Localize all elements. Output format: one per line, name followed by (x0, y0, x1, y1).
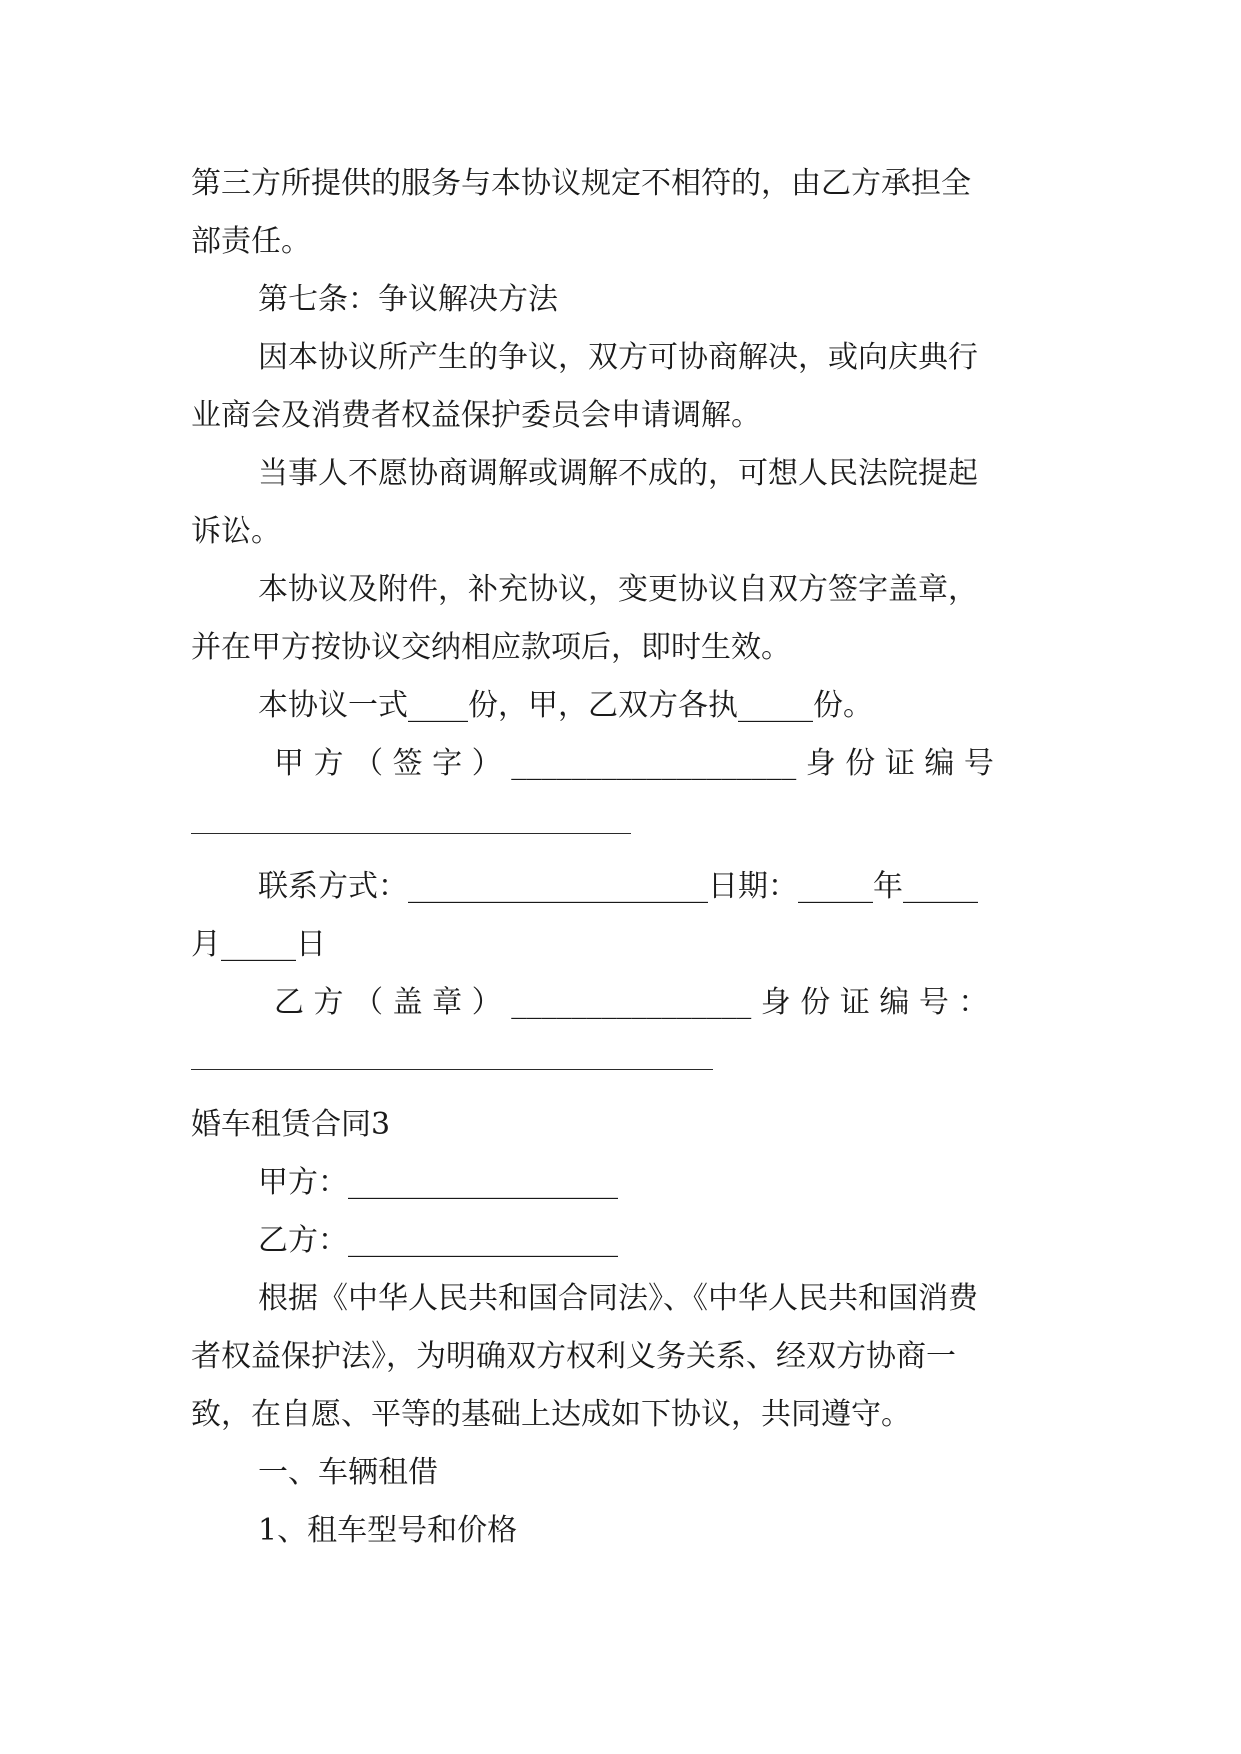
section-heading: 第七条：争议解决方法 (258, 282, 558, 317)
id-number-blank-b (191, 1069, 713, 1070)
paragraph-line: 本协议及附件，补充协议，变更协议自双方签字盖章， (258, 572, 978, 607)
paragraph-line: 致，在自愿、平等的基础上达成如下协议，共同遵守。 (191, 1397, 911, 1432)
subsection-heading: 1、租车型号和价格 (258, 1513, 518, 1548)
contract-title: 婚车租赁合同3 (191, 1107, 391, 1142)
paragraph-line: 当事人不愿协商调解或调解不成的，可想人民法院提起 (258, 456, 978, 491)
party-a-signature-line: 甲 方 （ 签 字 ） ___________________ 身 份 证 编 号 (274, 746, 994, 781)
paragraph-line: 第三方所提供的服务与本协议规定不相符的，由乙方承担全 (191, 166, 971, 201)
id-number-blank-a (191, 833, 631, 834)
paragraph-line: 并在甲方按协议交纳相应款项后，即时生效。 (191, 630, 791, 665)
copies-line: 本协议一式____份，甲，乙双方各执_____份。 (258, 688, 873, 723)
paragraph-line: 者权益保护法》，为明确双方权利义务关系、经双方协商一 (191, 1339, 956, 1374)
contact-date-line: 联系方式：____________________日期：_____年_____ (258, 869, 978, 904)
party-a-field: 甲方：__________________ (258, 1165, 618, 1200)
paragraph-line: 诉讼。 (191, 514, 281, 549)
paragraph-line: 根据《中华人民共和国合同法》、《中华人民共和国消费 (258, 1281, 978, 1316)
paragraph-line: 因本协议所产生的争议，双方可协商解决，或向庆典行 (258, 340, 978, 375)
date-line: 月_____日 (191, 927, 326, 962)
paragraph-line: 业商会及消费者权益保护委员会申请调解。 (191, 398, 761, 433)
party-b-seal-line: 乙 方 （ 盖 章 ） ________________ 身 份 证 编 号 ： (274, 985, 989, 1020)
section-heading: 一、车辆租借 (258, 1455, 438, 1490)
paragraph-line: 部责任。 (191, 224, 311, 259)
party-b-field: 乙方：__________________ (258, 1223, 618, 1258)
